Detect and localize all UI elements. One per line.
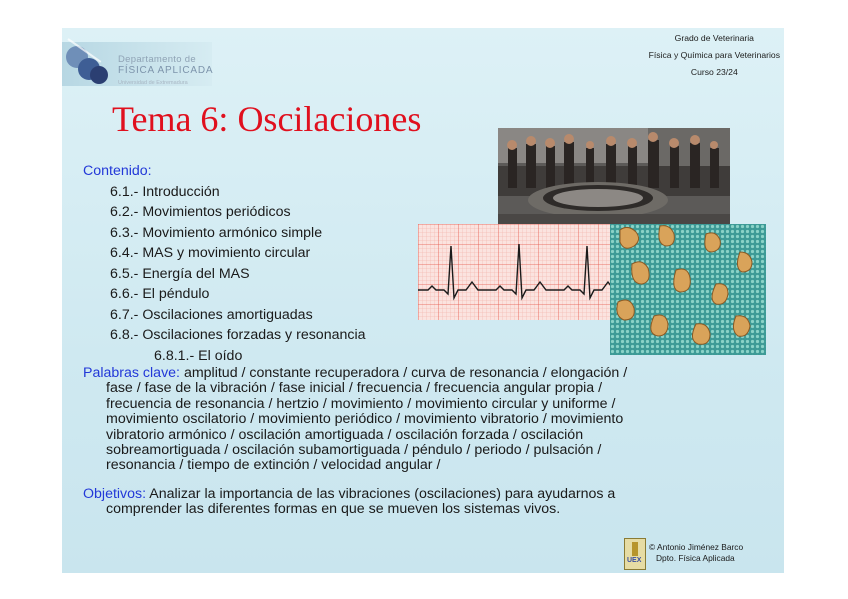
- keywords-paragraph: [83, 366, 763, 474]
- contents-heading: Contenido:: [83, 163, 152, 179]
- list-item: 6.6.- El péndulo: [110, 286, 210, 302]
- degree-label: Grado de Veterinaria: [674, 33, 754, 43]
- keywords-line: movimiento oscilatorio / movimiento periódico / movimiento vibratorio / movimiento: [106, 411, 624, 428]
- keywords-line: sobreamortiguada / oscilación subamortiguada / péndulo / periodo / pulsación /: [106, 442, 602, 459]
- objectives-paragraph: [83, 487, 763, 518]
- department-label: Dpto. Física Aplicada: [656, 553, 735, 563]
- keywords-label: Palabras clave:: [83, 365, 180, 381]
- keywords-line: amplitud / constante recuperadora / curva de resonancia / elongación /: [183, 365, 628, 381]
- course-label: Física y Química para Veterinarios: [648, 50, 780, 60]
- contents-list: [83, 161, 366, 366]
- list-item: 6.1.- Introducción: [110, 183, 220, 200]
- list-item: 6.7.- Oscilaciones amortiguadas: [110, 306, 313, 323]
- list-item: 6.3.- Movimiento armónico simple: [110, 224, 323, 241]
- cilia-micrograph: [610, 224, 766, 355]
- list-subitem: 6.8.1.- El oído: [154, 347, 243, 364]
- logo-line-1: Departamento de: [118, 54, 196, 65]
- logo-line-2: FÍSICA APLICADA: [118, 65, 214, 76]
- year-label: Curso 23/24: [690, 67, 738, 77]
- keywords-line: fase / fase de la vibración / fase inicial / frecuencia / frecuencia angular propia /: [106, 380, 603, 397]
- objectives-line: comprender las diferentes formas en que se mueven los sistemas vivos.: [106, 501, 561, 518]
- keywords-line: frecuencia de resonancia / hertzio / movimiento / movimiento circular y uniforme /: [106, 395, 616, 412]
- course-header: [649, 30, 780, 81]
- logo-line-3: Universidad de Extremadura: [118, 80, 188, 86]
- uex-logo-icon: UEX: [624, 538, 646, 570]
- objectives-line: Analizar la importancia de las vibraciones (oscilaciones) para ayudarnos a: [149, 486, 616, 502]
- list-item: 6.8.- Oscilaciones forzadas y resonancia: [110, 327, 366, 343]
- list-item: 6.5.- Energía del MAS: [110, 265, 250, 282]
- slide-title: Tema 6: Oscilaciones: [112, 99, 422, 139]
- keywords-line: resonancia / tiempo de extinción / velocidad angular /: [106, 457, 441, 474]
- ecg-chart: [418, 224, 614, 320]
- author-footer: [624, 538, 774, 570]
- slide: [62, 28, 784, 573]
- objectives-label: Objetivos:: [83, 486, 147, 502]
- pendulum-photo: [498, 128, 730, 226]
- keywords-line: vibratorio armónico / oscilación amortiguada / oscilación forzada / oscilación: [106, 426, 584, 443]
- list-item: 6.2.- Movimientos periódicos: [110, 204, 291, 220]
- department-logo: [62, 38, 212, 90]
- list-item: 6.4.- MAS y movimiento circular: [110, 245, 311, 261]
- author-label: © Antonio Jiménez Barco: [649, 542, 744, 552]
